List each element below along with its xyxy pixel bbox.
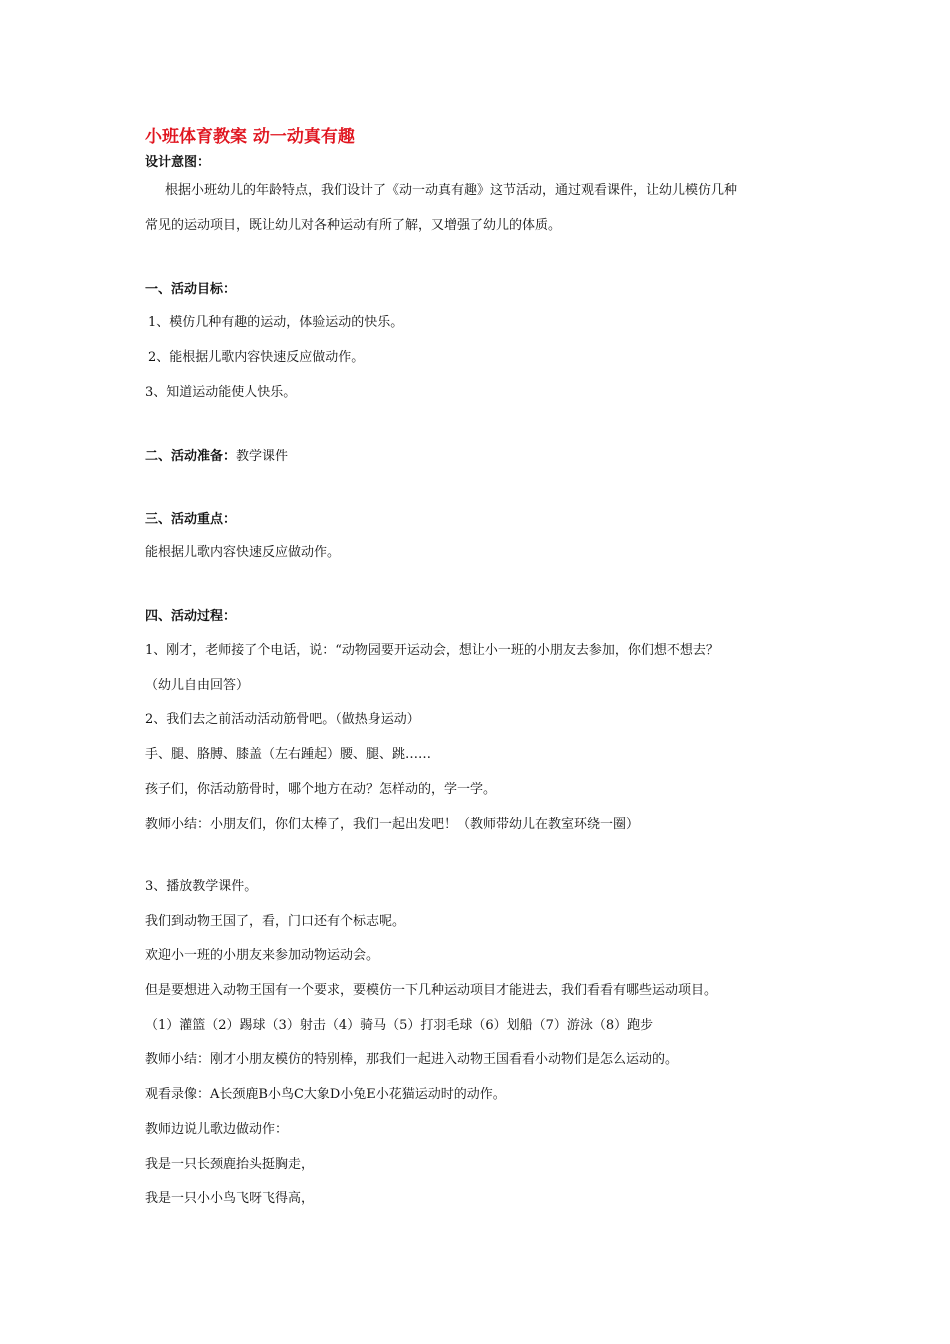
process-line-5: 孩子们，你活动筋骨时，哪个地方在动？怎样动的，学一学。 [145, 782, 497, 797]
process-line-1: 1、刚才，老师接了个电话，说：“动物园要开运动会，想让小一班的小朋友去参加，你们想不想去？ [145, 643, 719, 658]
process-line-12: 教师小结：刚才小朋友模仿的特别棒，那我们一起进入动物王国看看小动物们是怎么运动的。 [145, 1052, 679, 1067]
document-title: 小班体育教案 动一动真有趣 [145, 127, 355, 147]
goal-item-2: 2、能根据儿歌内容快速反应做动作。 [148, 350, 365, 365]
process-line-13: 观看录像：A长颈鹿B小鸟C大象D小兔E小花猫运动时的动作。 [145, 1087, 506, 1102]
goal-item-1: 1、模仿几种有趣的运动，体验运动的快乐。 [148, 315, 404, 330]
design-intent-heading: 设计意图： [145, 155, 211, 170]
process-line-15: 我是一只长颈鹿抬头挺胸走， [145, 1157, 315, 1172]
goal-item-3: 3、知道运动能使人快乐。 [145, 385, 297, 400]
process-line-7: 3、播放教学课件。 [145, 879, 258, 894]
key-point-heading: 三、活动重点： [145, 512, 237, 527]
design-intent-line-1: 根据小班幼儿的年龄特点，我们设计了《动一动真有趣》这节活动，通过观看课件，让幼儿模仿几种 [165, 183, 738, 198]
preparation-line [145, 448, 288, 466]
process-line-9: 欢迎小一班的小朋友来参加动物运动会。 [145, 948, 380, 963]
process-line-2: （幼儿自由回答） [145, 678, 250, 693]
process-line-14: 教师边说儿歌边做动作： [145, 1122, 289, 1137]
process-line-16: 我是一只小小鸟飞呀飞得高， [145, 1191, 315, 1206]
process-line-3: 2、我们去之前活动活动筋骨吧。（做热身运动） [145, 712, 420, 727]
process-line-10: 但是要想进入动物王国有一个要求，要模仿一下几种运动项目才能进去，我们看看有哪些运动项目。 [145, 983, 718, 998]
key-point-text: 能根据儿歌内容快速反应做动作。 [145, 545, 341, 560]
process-heading: 四、活动过程： [145, 609, 237, 624]
design-intent-line-2: 常见的运动项目，既让幼儿对各种运动有所了解，又增强了幼儿的体质。 [145, 218, 562, 233]
preparation-heading: 二、活动准备： [145, 449, 237, 464]
process-line-11: （1）灌篮（2）踢球（3）射击（4）骑马（5）打羽毛球（6）划船（7）游泳（8）跑步 [145, 1018, 654, 1033]
process-line-4: 手、腿、胳膊、膝盖（左右踵起）腰、腿、跳…… [145, 747, 432, 762]
process-line-6: 教师小结：小朋友们，你们太棒了，我们一起出发吧！（教师带幼儿在教室环绕一圈） [145, 817, 640, 832]
preparation-text: 教学课件 [236, 449, 289, 464]
goals-heading: 一、活动目标： [145, 282, 237, 297]
process-line-8: 我们到动物王国了，看，门口还有个标志呢。 [145, 914, 406, 929]
